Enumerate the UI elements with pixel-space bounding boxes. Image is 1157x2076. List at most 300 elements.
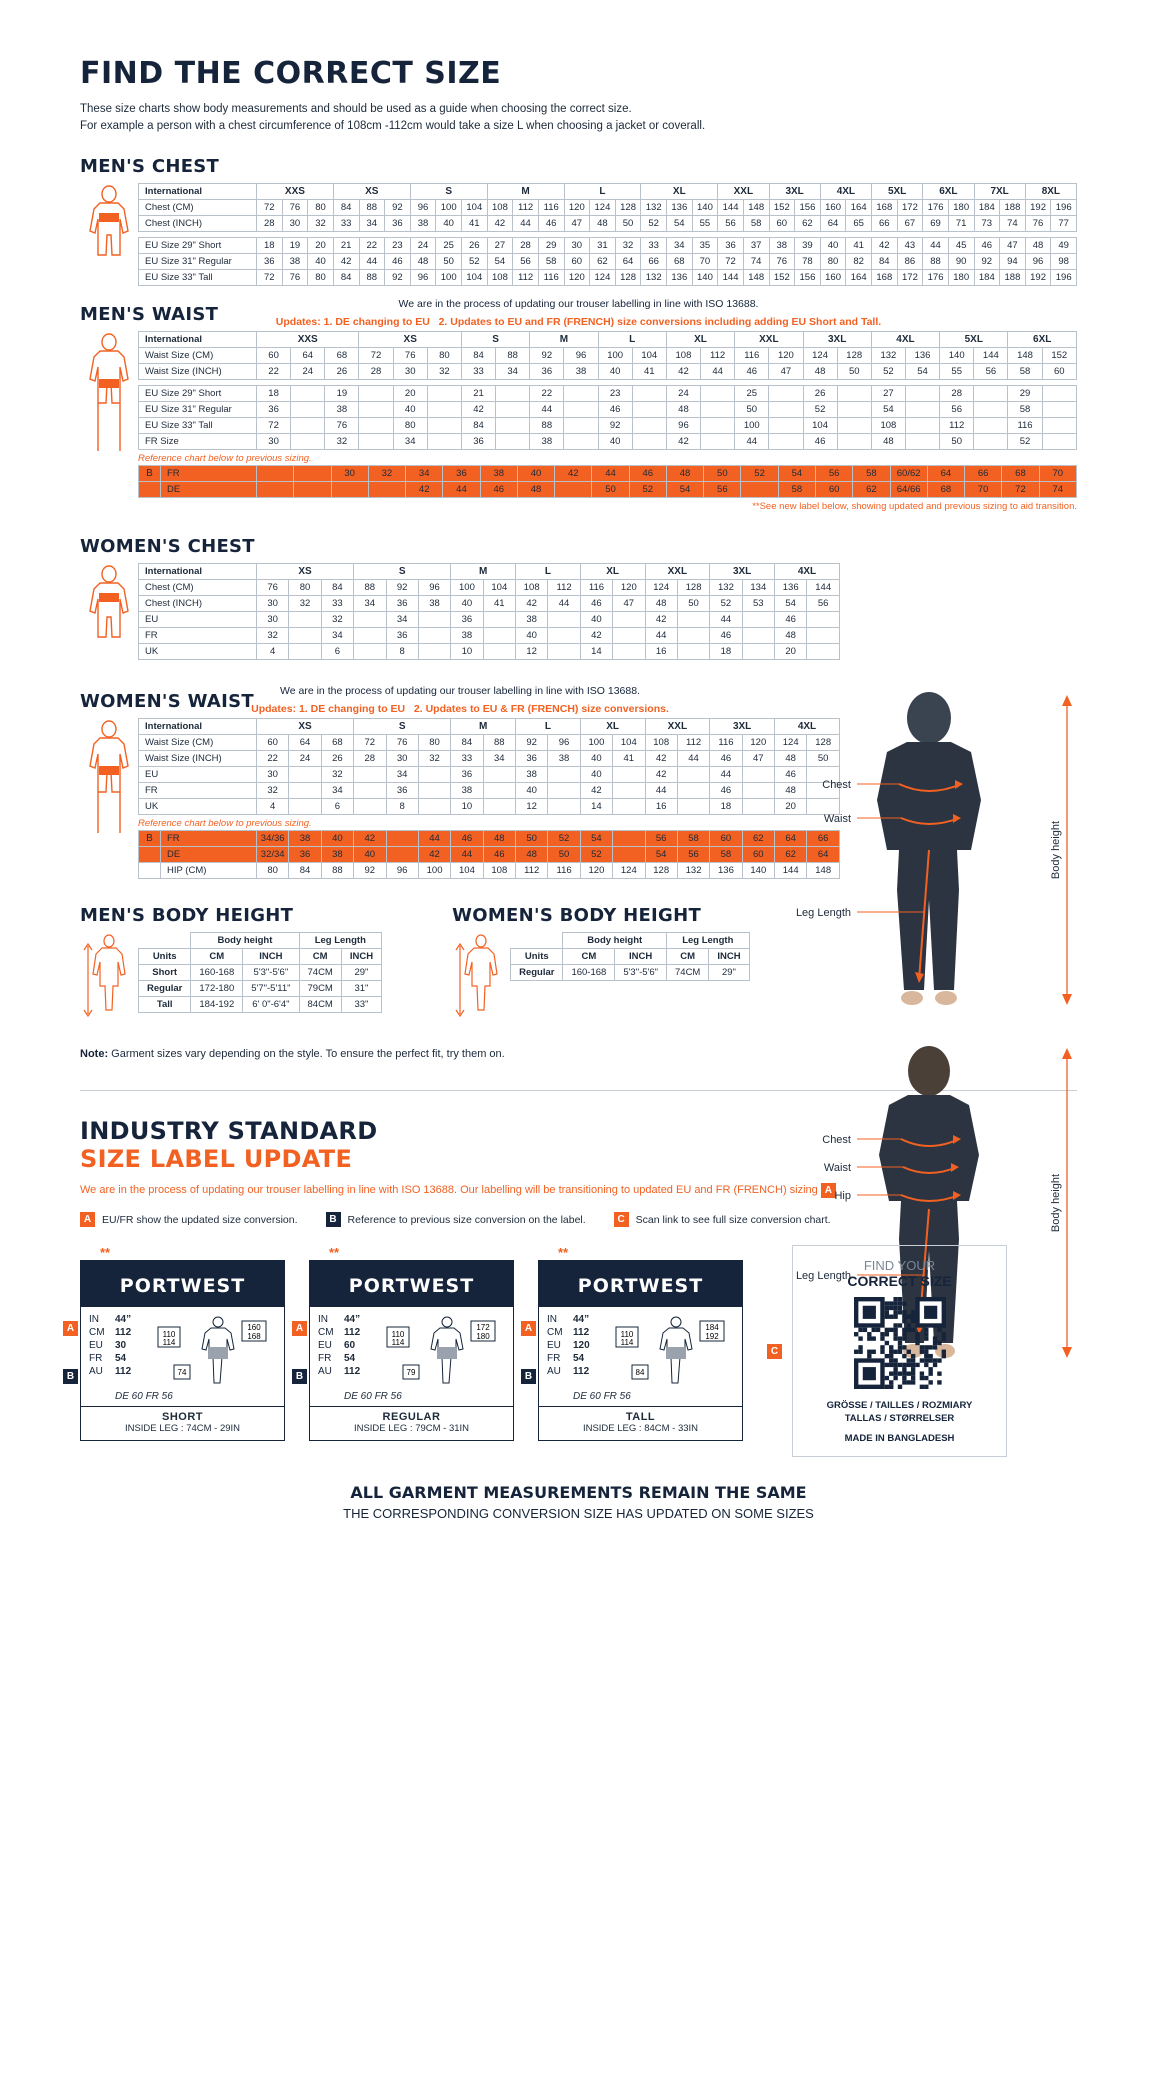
table-cell: 60 <box>815 482 852 498</box>
table-cell: 30 <box>282 216 308 232</box>
table-cell: 24 <box>666 386 700 402</box>
table-cell <box>632 434 666 450</box>
table-cell <box>386 847 418 863</box>
table-cell: 43 <box>897 238 923 254</box>
row-label: DE <box>161 847 257 863</box>
table-cell: 10 <box>451 799 483 815</box>
size-key: IN <box>89 1314 99 1326</box>
table-cell: 28 <box>354 751 386 767</box>
table-row <box>139 332 1077 348</box>
table-cell: 58 <box>778 482 815 498</box>
size-value: 60 <box>344 1340 356 1352</box>
table-cell <box>677 767 709 783</box>
table-cell <box>613 644 645 660</box>
size-value: 112 <box>573 1327 590 1339</box>
size-key: CM <box>318 1327 334 1339</box>
size-header: M <box>487 184 564 200</box>
table-row <box>139 767 840 783</box>
row-label: EU Size 29" Short <box>139 238 257 254</box>
table-cell: 32 <box>325 434 359 450</box>
table-cell: 68 <box>325 348 359 364</box>
table-cell: 50 <box>516 831 548 847</box>
table-cell <box>677 799 709 815</box>
table-cell <box>905 434 939 450</box>
table-cell <box>483 628 515 644</box>
table-cell <box>359 434 393 450</box>
table-cell: 41 <box>462 216 488 232</box>
female-body-height-label: Body height <box>1050 1173 1062 1233</box>
table-row <box>511 949 750 965</box>
table-cell: 56 <box>940 402 974 418</box>
badge-b-cell <box>139 847 161 863</box>
table-cell: 192 <box>1025 270 1051 286</box>
table-cell: 88 <box>483 735 515 751</box>
table-cell: 42 <box>487 216 513 232</box>
mens-waist-iso-note: We are in the process of updating our trouser labelling in line with ISO 13688. <box>398 298 759 311</box>
table-cell: 42 <box>354 831 386 847</box>
table-cell: 34/36 <box>257 831 289 847</box>
table-cell: 73 <box>974 216 1000 232</box>
intro-line-1: These size charts show body measurements and should be used as a guide when choosing the correct size. <box>80 103 632 115</box>
table-cell: 88 <box>354 580 386 596</box>
table-cell: 108 <box>487 270 513 286</box>
fit-name: SHORT <box>162 1411 203 1424</box>
svg-text:114: 114 <box>391 1338 405 1348</box>
table-cell: 48 <box>666 466 703 482</box>
table-cell: 112 <box>677 735 709 751</box>
table-cell: 188 <box>1000 200 1026 216</box>
size-key: IN <box>547 1314 557 1326</box>
row-label: EU Size 29" Short <box>139 386 257 402</box>
table-cell: 49 <box>1051 238 1077 254</box>
table-cell: 30 <box>257 767 289 783</box>
table-cell: 31" <box>341 981 381 997</box>
svg-text:110: 110 <box>620 1330 634 1340</box>
table-cell: 34 <box>321 783 353 799</box>
table-cell: 104 <box>483 580 515 596</box>
table-cell: 44 <box>548 596 580 612</box>
badge-c-icon: C <box>614 1212 629 1227</box>
inside-leg: INSIDE LEG : 79CM - 31IN <box>353 1423 470 1435</box>
table-cell: 66 <box>965 466 1002 482</box>
size-value: 30 <box>115 1340 127 1352</box>
womens-waist-iso-note: We are in the process of updating our trouser labelling in line with ISO 13688. <box>280 685 640 698</box>
table-cell <box>742 612 774 628</box>
mens-waist-title: MEN'S WAIST <box>80 304 219 326</box>
table-cell: 172-180 <box>191 981 243 997</box>
table-cell <box>418 799 450 815</box>
table-row <box>139 831 840 847</box>
table-cell: 26 <box>462 238 488 254</box>
size-value: 44” <box>573 1314 590 1326</box>
label-stars: ** <box>558 1245 569 1261</box>
table-cell: 128 <box>807 735 840 751</box>
table-cell: 40 <box>393 402 427 418</box>
table-cell: 40 <box>308 254 334 270</box>
table-cell <box>613 799 645 815</box>
table-cell <box>701 434 735 450</box>
table-cell <box>418 612 450 628</box>
table-cell: 80 <box>308 270 334 286</box>
table-cell: 52 <box>1008 434 1042 450</box>
table-cell <box>1042 418 1076 434</box>
table-cell: 8 <box>386 799 418 815</box>
womens-waist-previous-table <box>138 830 840 879</box>
table-cell <box>483 644 515 660</box>
table-cell: 136 <box>667 200 693 216</box>
table-cell: 34 <box>386 767 418 783</box>
table-row <box>139 847 840 863</box>
size-row <box>318 1313 385 1326</box>
table-cell: 100 <box>735 418 769 434</box>
table-cell: 46 <box>803 434 837 450</box>
table-cell: 44 <box>645 783 677 799</box>
table-cell: 36 <box>461 434 495 450</box>
womens-waist-table <box>138 718 840 815</box>
table-cell: 50 <box>837 364 871 380</box>
table-cell: 37 <box>743 238 769 254</box>
table-cell <box>701 386 735 402</box>
table-cell: 66 <box>872 216 898 232</box>
col-group-body-height: Body height <box>191 933 299 949</box>
womens-body-height-title: WOMEN'S BODY HEIGHT <box>452 905 702 927</box>
size-value: 112 <box>344 1366 361 1378</box>
size-header: L <box>598 332 666 348</box>
table-cell: 42 <box>580 783 612 799</box>
table-cell: 132 <box>641 270 667 286</box>
table-row <box>139 364 1077 380</box>
table-cell: 82 <box>846 254 872 270</box>
table-cell: 52 <box>629 482 666 498</box>
table-cell: 38 <box>325 402 359 418</box>
table-cell: 44 <box>677 751 709 767</box>
table-cell <box>677 612 709 628</box>
table-cell: 54 <box>667 216 693 232</box>
womens-body-height-block <box>452 905 750 1022</box>
table-row <box>139 564 840 580</box>
updates-label: Updates: <box>275 316 321 329</box>
label-cards-row <box>66 1245 1077 1457</box>
table-cell <box>294 466 331 482</box>
table-cell: 48 <box>803 364 837 380</box>
table-cell <box>359 402 393 418</box>
table-cell <box>564 402 598 418</box>
table-cell: 34 <box>359 216 385 232</box>
table-cell: 116 <box>538 200 564 216</box>
table-cell: 128 <box>677 580 709 596</box>
table-cell <box>742 767 774 783</box>
table-cell: 21 <box>461 386 495 402</box>
table-cell: 76 <box>282 270 308 286</box>
table-row <box>139 981 382 997</box>
label-footer <box>539 1406 742 1440</box>
table-cell: 144 <box>718 270 744 286</box>
table-cell: 50 <box>940 434 974 450</box>
table-cell: 26 <box>325 364 359 380</box>
female-waist-label: Waist <box>823 1162 851 1174</box>
size-value: 112 <box>573 1366 590 1378</box>
table-cell: 74CM <box>667 965 709 981</box>
table-cell <box>613 612 645 628</box>
fit-name: TALL <box>625 1411 656 1424</box>
table-cell: 29 <box>538 238 564 254</box>
table-cell: 30 <box>393 364 427 380</box>
made-in: MADE IN BANGLADESH <box>844 1433 955 1445</box>
table-cell: 44 <box>735 434 769 450</box>
row-label: Waist Size (CM) <box>139 348 257 364</box>
size-row <box>547 1365 614 1378</box>
table-row <box>139 238 1077 254</box>
svg-text:192: 192 <box>705 1332 719 1342</box>
table-cell: 56 <box>677 847 709 863</box>
table-cell <box>368 482 405 498</box>
table-cell: 168 <box>872 200 898 216</box>
table-cell: 104 <box>803 418 837 434</box>
size-key: EU <box>89 1340 103 1352</box>
size-header: XXS <box>257 332 359 348</box>
table-cell: 44 <box>359 254 385 270</box>
table-cell <box>807 612 840 628</box>
size-value: 112 <box>115 1366 132 1378</box>
table-cell <box>632 418 666 434</box>
table-cell: 41 <box>632 364 666 380</box>
table-cell: 40 <box>580 612 612 628</box>
size-header: XL <box>580 719 645 735</box>
badge-a-icon: A <box>80 1212 95 1227</box>
intro-line-2: For example a person with a chest circumference of 108cm -112cm would take a size L when choosing a jacket or coverall. <box>80 119 706 132</box>
table-cell <box>257 466 294 482</box>
table-cell: 76 <box>282 200 308 216</box>
womens-body-height-table <box>510 932 750 981</box>
table-cell: 140 <box>692 270 718 286</box>
table-cell: 140 <box>940 348 974 364</box>
table-cell <box>564 418 598 434</box>
table-cell: 42 <box>645 767 677 783</box>
table-cell: 60 <box>257 735 289 751</box>
table-cell: 38 <box>516 612 548 628</box>
size-header: XL <box>580 564 645 580</box>
size-value: 54 <box>115 1353 127 1365</box>
table-cell: 30 <box>386 751 418 767</box>
table-cell: 86 <box>897 254 923 270</box>
table-cell: 41 <box>613 751 645 767</box>
size-key: AU <box>318 1366 332 1378</box>
table-cell: 48 <box>645 596 677 612</box>
table-cell: 60 <box>1042 364 1076 380</box>
table-cell: 46 <box>385 254 411 270</box>
table-cell: 124 <box>590 200 616 216</box>
row-label: EU Size 31" Regular <box>139 402 257 418</box>
size-header: 3XL <box>710 719 775 735</box>
table-cell: 152 <box>769 270 795 286</box>
table-cell: 32/34 <box>257 847 289 863</box>
table-cell: 84CM <box>299 997 341 1013</box>
svg-text:79: 79 <box>406 1368 416 1378</box>
size-header: 3XL <box>769 184 820 200</box>
industry-title-2: SIZE LABEL UPDATE <box>80 1145 353 1174</box>
table-cell: 70 <box>692 254 718 270</box>
table-cell: 48 <box>775 628 807 644</box>
table-cell: 60 <box>710 831 742 847</box>
table-cell <box>564 386 598 402</box>
table-cell: 33 <box>641 238 667 254</box>
table-cell: 44 <box>701 364 735 380</box>
table-cell: 67 <box>897 216 923 232</box>
table-cell: 48 <box>871 434 905 450</box>
size-header: 5XL <box>940 332 1008 348</box>
label-figure <box>385 1313 505 1387</box>
sub-col: INCH <box>709 949 749 965</box>
size-values <box>547 1313 614 1387</box>
table-cell: 84 <box>461 418 495 434</box>
mens-body-height-table <box>138 932 382 1013</box>
brand-header <box>539 1261 742 1307</box>
row-label: Chest (INCH) <box>139 216 257 232</box>
update-1: 1. DE changing to EU <box>323 316 430 329</box>
table-cell: 80 <box>393 418 427 434</box>
table-cell: 164 <box>846 200 872 216</box>
previous-size-line: DE 60 FR 56 <box>573 1391 631 1403</box>
table-cell <box>483 783 515 799</box>
table-cell: 4 <box>257 644 289 660</box>
svg-text:168: 168 <box>247 1332 261 1342</box>
row-label: EU Size 33" Tall <box>139 418 257 434</box>
table-cell: 76 <box>393 348 427 364</box>
update-2: 2. Updates to EU and FR (FRENCH) size conversions including adding EU Short and Tall. <box>438 316 882 329</box>
size-header: L <box>564 184 641 200</box>
size-label-card <box>524 1245 743 1441</box>
table-cell: 55 <box>940 364 974 380</box>
table-cell <box>354 783 386 799</box>
table-cell: 58 <box>1008 364 1042 380</box>
industry-title-1: INDUSTRY STANDARD <box>80 1117 378 1146</box>
table-row <box>139 580 840 596</box>
table-cell: 136 <box>667 270 693 286</box>
table-cell: 40 <box>321 831 353 847</box>
table-cell: 46 <box>735 364 769 380</box>
table-cell: 46 <box>775 612 807 628</box>
table-cell: 32 <box>418 751 450 767</box>
table-cell: 148 <box>807 863 840 879</box>
table-cell <box>837 386 871 402</box>
table-cell <box>807 644 840 660</box>
table-cell <box>974 402 1008 418</box>
table-row <box>139 270 1077 286</box>
badge-b-marker: B <box>521 1369 536 1384</box>
size-header: M <box>451 564 516 580</box>
table-cell: 46 <box>538 216 564 232</box>
table-cell: 36 <box>386 596 418 612</box>
table-cell: 104 <box>462 270 488 286</box>
female-chest-label: Chest <box>822 1134 851 1146</box>
row-label: Chest (CM) <box>139 580 257 596</box>
womens-waist-title: WOMEN'S WAIST <box>80 691 254 713</box>
table-cell: 38 <box>282 254 308 270</box>
table-cell: 156 <box>795 270 821 286</box>
size-header: 3XL <box>803 332 871 348</box>
table-cell: 32 <box>257 783 289 799</box>
table-row <box>139 783 840 799</box>
table-cell: 44 <box>513 216 539 232</box>
mens-chest-title: MEN'S CHEST <box>80 156 220 178</box>
brand-name: PORTWEST <box>119 1275 246 1298</box>
badge-a-marker: A <box>292 1321 307 1336</box>
label-box <box>66 1260 285 1441</box>
table-cell <box>354 799 386 815</box>
table-cell <box>354 644 386 660</box>
row-label: EU <box>139 767 257 783</box>
table-cell <box>427 434 461 450</box>
table-cell: 28 <box>940 386 974 402</box>
table-cell: 100 <box>580 735 612 751</box>
badge-a-marker: A <box>521 1321 536 1336</box>
table-cell: 5'3"-5'6" <box>615 965 667 981</box>
table-cell: 44 <box>451 847 483 863</box>
table-cell: 80 <box>418 735 450 751</box>
qr-code-icon[interactable] <box>854 1297 946 1389</box>
table-cell: 124 <box>645 580 677 596</box>
table-cell: 34 <box>496 364 530 380</box>
label-figure <box>156 1313 276 1387</box>
table-cell: 90 <box>948 254 974 270</box>
table-cell: 21 <box>333 238 359 254</box>
male-leg-label: Leg Length <box>795 907 851 919</box>
table-cell: 116 <box>710 735 742 751</box>
table-cell: 172 <box>897 200 923 216</box>
table-cell: 64 <box>775 831 807 847</box>
table-cell: 144 <box>775 863 807 879</box>
table-cell: 60 <box>257 348 291 364</box>
size-header: 7XL <box>974 184 1025 200</box>
mens-waist-ref-note: Reference chart below to previous sizing. <box>138 453 312 465</box>
table-cell: 32 <box>615 238 641 254</box>
table-cell: 80 <box>427 348 461 364</box>
table-cell: 180 <box>948 200 974 216</box>
badge-c-marker: C <box>767 1344 782 1359</box>
row-label: FR <box>161 466 257 482</box>
table-cell: 32 <box>257 628 289 644</box>
table-cell: 176 <box>923 200 949 216</box>
table-cell <box>974 386 1008 402</box>
size-value: 44” <box>115 1314 132 1326</box>
table-cell: 46 <box>629 466 666 482</box>
table-row <box>139 644 840 660</box>
badge-b-cell <box>139 482 161 498</box>
table-cell <box>548 783 580 799</box>
table-cell: 36 <box>257 402 291 418</box>
size-header: 3XL <box>710 564 775 580</box>
table-cell: 184 <box>974 270 1000 286</box>
table-cell: 172 <box>897 270 923 286</box>
table-cell: 56 <box>807 596 840 612</box>
table-cell <box>289 612 321 628</box>
row-label: FR <box>139 628 257 644</box>
label-box <box>524 1260 743 1441</box>
table-cell: 58 <box>853 466 890 482</box>
size-key: FR <box>89 1353 103 1365</box>
table-cell: 47 <box>613 596 645 612</box>
size-key: EU <box>547 1340 561 1352</box>
table-cell: 88 <box>496 348 530 364</box>
row-label: International <box>139 332 257 348</box>
table-cell: 92 <box>598 418 632 434</box>
size-header: 4XL <box>871 332 939 348</box>
table-cell: 42 <box>666 434 700 450</box>
bottom-subtitle: THE CORRESPONDING CONVERSION SIZE HAS UPDATED ON SOME SIZES <box>343 1506 814 1522</box>
svg-text:110: 110 <box>391 1330 405 1340</box>
sub-col: INCH <box>243 949 299 965</box>
badge-b-marker: B <box>63 1369 78 1384</box>
